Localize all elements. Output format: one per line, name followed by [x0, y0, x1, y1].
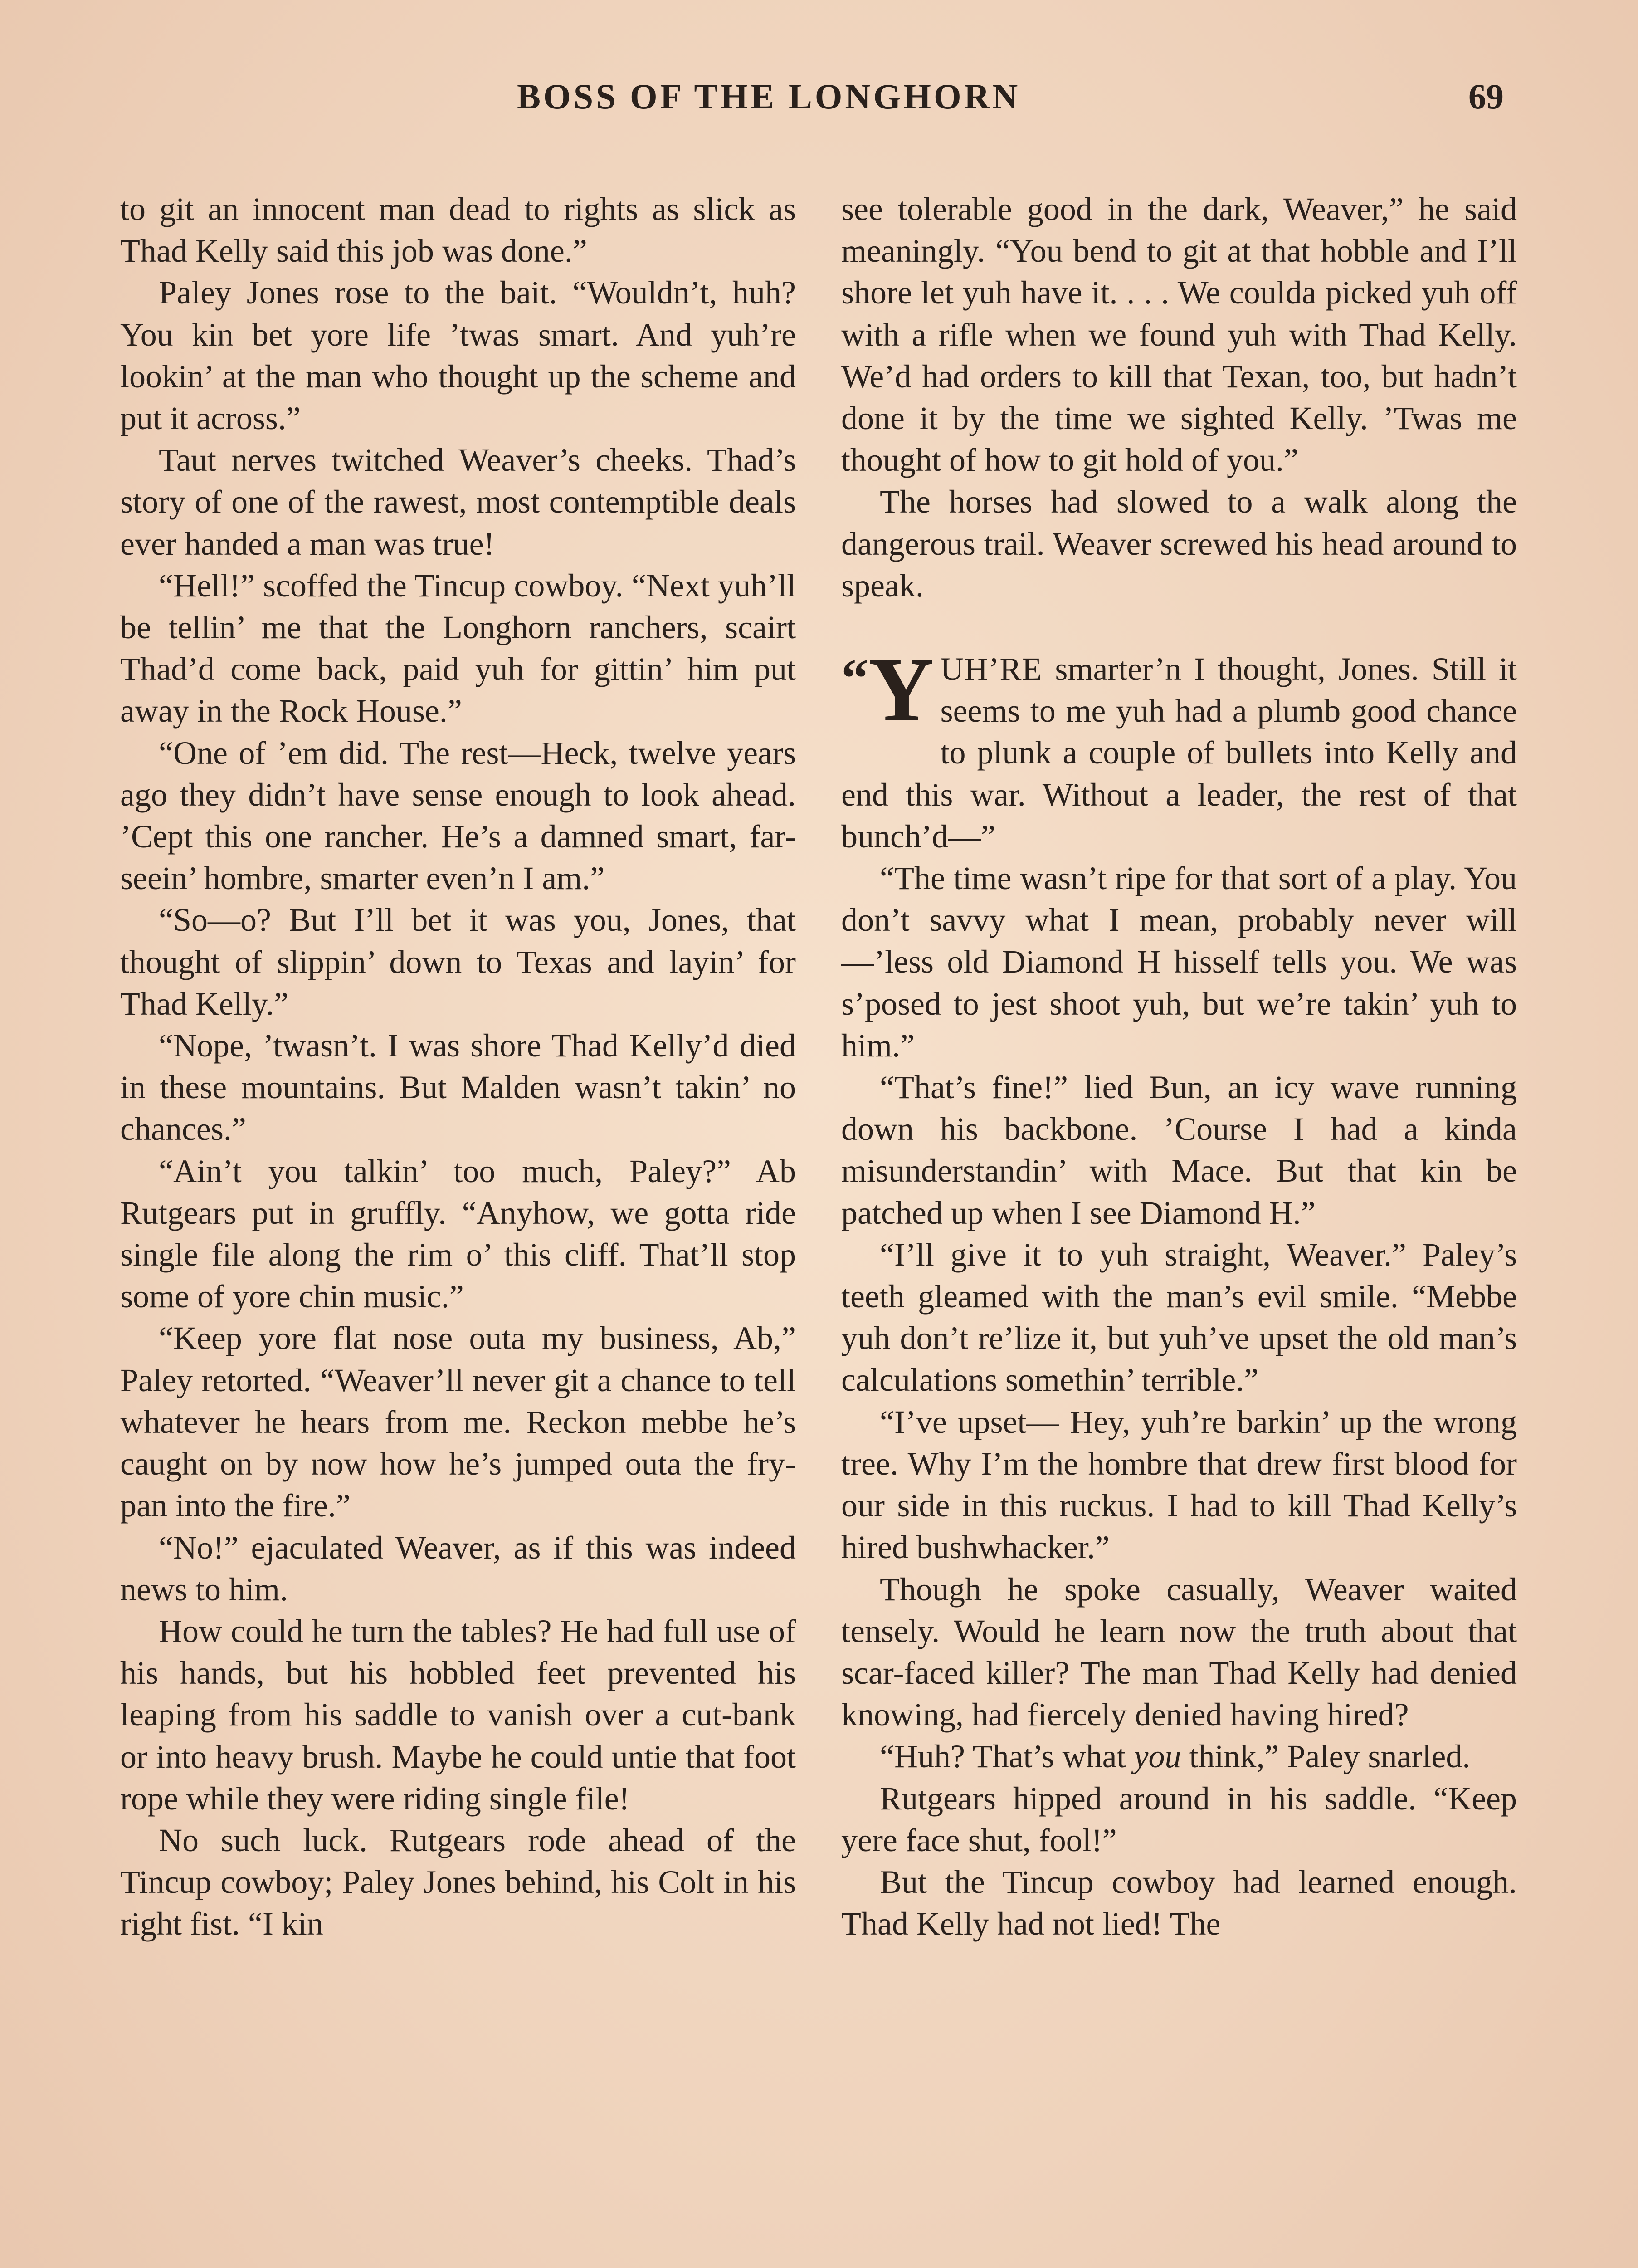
right-column — [841, 188, 1517, 1945]
left-column — [120, 188, 796, 1945]
paragraph: “That’s fine!” lied Bun, an icy wave running down his backbone. ’Course I had a kinda misunderstandin’ with Mace. But that kin be patched up when I see Diamond H.” — [841, 1069, 1517, 1231]
dropcap-text: smarter’n I thought, Jones. Still it seems to me yuh had a plumb good chance to plunk a couple of bullets into Kelly and end this war. Without a leader, the rest of that bunch’d—” — [841, 651, 1517, 855]
running-title: BOSS OF THE LONGHORN — [517, 77, 1021, 116]
drop-cap-letter: Y — [868, 640, 934, 740]
paragraph: “The time wasn’t ripe for that sort of a play. You don’t savvy what I mean, probably never will—’less old Diamond H hisself tells you. We was s’posed to jest shoot yuh, but we’re takin’ yuh to him.” — [841, 860, 1517, 1064]
paragraph: “Keep yore flat nose outa my business, Ab,” Paley retorted. “Weaver’ll never git a chance to tell whatever he hears from me. Reckon mebbe he’s caught on by now how he’s jumped outa the fry-pan into the fire.” — [120, 1320, 796, 1524]
paragraph: to git an innocent man dead to rights as slick as Thad Kelly said this job was done.” — [120, 191, 796, 269]
paragraph: “No!” ejaculated Weaver, as if this was indeed news to him. — [120, 1529, 796, 1608]
paragraph: Rutgears hipped around in his saddle. “Keep yere face shut, fool!” — [841, 1780, 1517, 1858]
paragraph: No such luck. Rutgears rode ahead of the Tincup cowboy; Paley Jones behind, his Colt in his right fist. “I kin — [120, 1822, 796, 1942]
paragraph: “Nope, ’twasn’t. I was shore Thad Kelly’d died in these mountains. But Malden wasn’t takin’ no chances.” — [120, 1027, 796, 1148]
paragraph: Paley Jones rose to the bait. “Wouldn’t, huh? You kin bet yore life ’twas smart. And yuh’re lookin’ at the man who thought up the scheme and put it across.” — [120, 274, 796, 437]
paragraph: “One of ’em did. The rest—Heck, twelve years ago they didn’t have sense enough to look ahead. ’Cept this one rancher. He’s a damned smart, far-seein’ hombre, smarter even’n I am.” — [120, 734, 796, 897]
drop-cap — [841, 640, 934, 740]
text-run: think,” Paley snarled. — [1181, 1738, 1471, 1775]
paragraph: “Hell!” scoffed the Tincup cowboy. “Next yuh’ll be tellin’ me that the Longhorn ranchers, scairt Thad’d come back, paid yuh for gittin’ him put away in the Rock House.” — [120, 567, 796, 729]
page-number: 69 — [1468, 77, 1504, 116]
drop-cap-quote: “ — [841, 648, 868, 709]
paragraph: Taut nerves twitched Weaver’s cheeks. Thad’s story of one of the rawest, most contemptible deals ever handed a man was true! — [120, 442, 796, 562]
paragraph: “I’ve upset— Hey, yuh’re barkin’ up the wrong tree. Why I’m the hombre that drew first blood for our side in this ruckus. I had to kill Thad Kelly’s hired bushwhacker.” — [841, 1403, 1517, 1566]
dropcap-paragraph — [841, 640, 1517, 857]
paragraph: “So—o? But I’ll bet it was you, Jones, that thought of slippin’ down to Texas and layin’ for Thad Kelly.” — [120, 902, 796, 1022]
paragraph: “I’ll give it to yuh straight, Weaver.” Paley’s teeth gleamed with the man’s evil smile. “Mebbe yuh don’t re’lize it, but yuh’ve upset the old man’s calculations somethin’ terrible.” — [841, 1236, 1517, 1398]
italic-text: you — [1134, 1738, 1181, 1775]
paragraph: see tolerable good in the dark, Weaver,” he said meaningly. “You bend to git at that hobble and I’ll shore let yuh have it. . . . We coulda picked yuh off with a rifle when we found yuh with Thad Kelly. We’d had orders to kill that Texan, too, but hadn’t done it by the time we sighted Kelly. ’Twas me thought of how to git hold of you.” — [841, 191, 1517, 479]
text-run: “Huh? That’s what — [880, 1738, 1134, 1775]
paragraph: How could he turn the tables? He had full use of his hands, but his hobbled feet prevented his leaping from his saddle to vanish over a cut-bank or into heavy brush. Maybe he could untie that foot rope while they were riding single file! — [120, 1613, 796, 1817]
paragraph: But the Tincup cowboy had learned enough. Thad Kelly had not lied! The — [841, 1863, 1517, 1942]
paragraph: The horses had slowed to a walk along the dangerous trail. Weaver screwed his head around to speak. — [841, 484, 1517, 604]
small-caps-lead: UH’RE — [940, 651, 1043, 688]
paragraph: “Ain’t you talkin’ too much, Paley?” Ab Rutgears put in gruffly. “Anyhow, we gotta ride single file along the rim o’ this cliff. That’ll stop some of yore chin music.” — [120, 1153, 796, 1315]
paragraph — [841, 1735, 1517, 1777]
paragraph: Though he spoke casually, Weaver waited tensely. Would he learn now the truth about that scar-faced killer? The man Thad Kelly had denied knowing, had fiercely denied having hired? — [841, 1571, 1517, 1733]
